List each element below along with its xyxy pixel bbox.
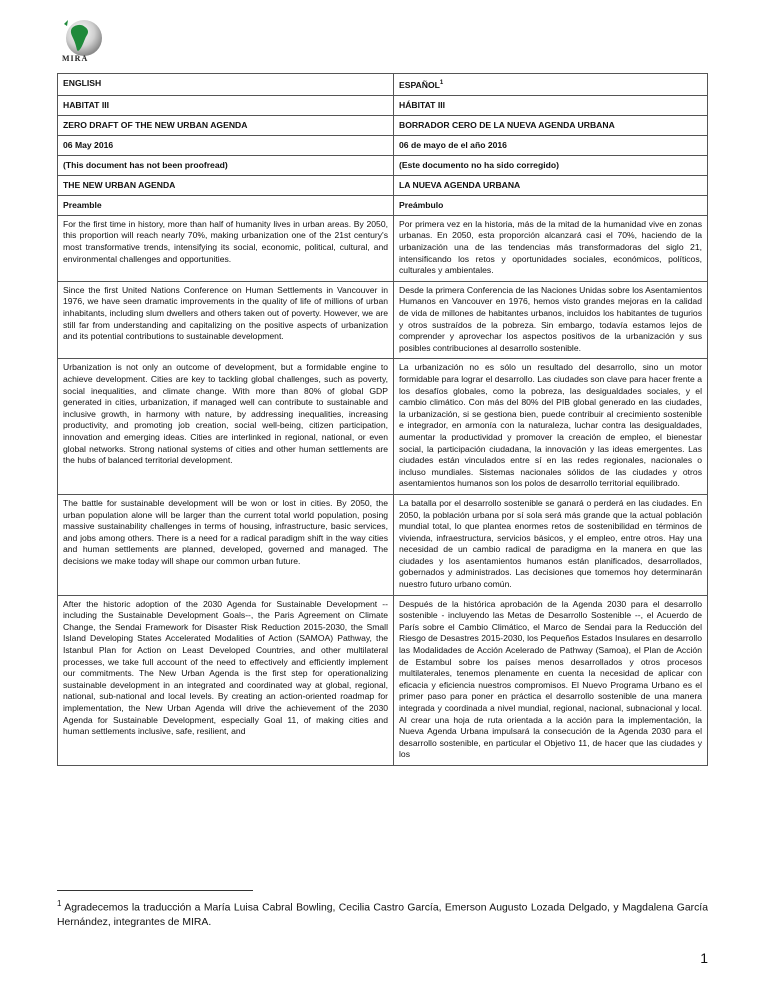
table-row <box>58 195 708 215</box>
cell-es: LA NUEVA AGENDA URBANA <box>394 175 708 195</box>
table-row <box>58 175 708 195</box>
paragraph-row <box>58 494 708 595</box>
paragraph-en: For the first time in history, more than half of humanity lives in urban areas. By 2050, this proportion will reach nearly 70%, making urbanization one of the 21st century's most transformative trends, intensifying its social, economic, political, cultural, and environmental challenges and opportunities. <box>58 215 394 281</box>
bilingual-table <box>57 73 708 766</box>
table-header-row <box>58 74 708 96</box>
table-row <box>58 95 708 115</box>
paragraph-en: Urbanization is not only an outcome of development, but a formidable engine to achieve development. Cities are key to tackling global challenges, such as poverty, social inequalities, and climate change. With more than 80% of global GDP generated in cities, urbanization, if managed well can contribute to sustainable and inclusive growth, in harmony with nature, by addressing inequalities, increasing productivity, and promoting job creation, social well-being, citizen participation, innovation and emerging ideas. Cities are interlinked in regional, national, or even global networks. Strong national systems of cities and other human settlements are the hubs of balanced territorial development. <box>58 359 394 495</box>
header-espanol: ESPAÑOL$^1$ <box>394 74 708 96</box>
paragraph-row <box>58 359 708 495</box>
cell-en: THE NEW URBAN AGENDA <box>58 175 394 195</box>
logo-caption: MIRA <box>62 54 89 63</box>
footnote-reference[interactable]: 1 <box>439 80 444 86</box>
cell-es: (Este documento no ha sido corregido) <box>394 155 708 175</box>
paragraph-es: La batalla por el desarrollo sostenible se ganará o perderá en las ciudades. En 2050, la población urbana por sí sola será más grande que la actual población mundial total, lo que plantea enormes retos de sostenibilidad en términos de vivienda, infraestructura, servicios básicos, y el empleo, entre otros. Hay una necesidad de un cambio radical de paradigma en la manera en que las ciudades y los asentamientos humanos están planificados, desarrollados, gobernados y administrados. Las decisiones que tomemos hoy determinarán nuestro futuro urbano común. <box>394 494 708 595</box>
cell-es: HÁBITAT III <box>394 95 708 115</box>
table-row <box>58 115 708 135</box>
table-row <box>58 155 708 175</box>
footnote-text: Agradecemos la traducción a María Luisa Cabral Bowling, Cecilia Castro García, Emerson Augusto Lozada Delgado, y Magdalena García Hernández, integrantes de MIRA. <box>57 902 708 929</box>
paragraph-es: Después de la histórica aprobación de la Agenda 2030 para el desarrollo sostenible - incluyendo las Metas de Desarrollo Sostenible --, el Acuerdo de París sobre el Cambio Climático, el Marco de Sendai para la Reducción del Riesgo de Desastres 2015-2030, los Pequeños Estados Insulares en desarrollo las Modalidades de Acción Acelerado de Pathway (Samoa), el Plan de Acción de Estambul sobre los países menos desarrollados y otros procesos multilaterales, tenemos plenamente en cuenta la necesidad de aplicar con eficacia y eficiencia nuestros compromisos. El Nuevo Programa Urbano es el primer paso para poner en práctica el desarrollo sostenible de una manera integrada y coordinada a nivel mundial, regional, nacional, subnacional y local. Al crear una hoja de ruta orientada a la acción para la implementación, la Nueva Agenda Urbana impulsará la consecución de la Agenda 2030 para el desarrollo sostenible, en particular el Objetivo 11, de hacer que las ciudades y los <box>394 595 708 765</box>
footnote <box>57 896 708 930</box>
cell-es: BORRADOR CERO DE LA NUEVA AGENDA URBANA <box>394 115 708 135</box>
cell-en: HABITAT III <box>58 95 394 115</box>
footnote-divider <box>57 890 253 891</box>
cell-en: (This document has not been proofread) <box>58 155 394 175</box>
cell-en: Preamble <box>58 195 394 215</box>
paragraph-es: La urbanización no es sólo un resultado del desarrollo, sino un motor formidable para lograr el desarrollo. Las ciudades son clave para hacer frente a los desafíos globales, como la pobreza, las desigualdades sociales, y el cambio climático. Con más del 80% del PIB global generado en las ciudades, la urbanización, si se gestiona bien, puede contribuir al crecimiento sostenible e integrador, en armonía con la naturaleza, luchar contra las desigualdades, aumentar la productividad y promover la creación de empleo, el bienestar social, la participación ciudadana, la innovación y las ideas emergentes. Las ciudades están vinculados entre sí en las redes regionales, nacionales o incluso mundiales. Sistemas nacionales sólidos de las ciudades y otros asentamientos humanos son los polos de desarrollo territorial equilibrado. <box>394 359 708 495</box>
paragraph-row <box>58 281 708 359</box>
paragraph-en: After the historic adoption of the 2030 Agenda for Sustainable Development -- including the Sustainable Development Goals--, the Paris Agreement on Climate Change, the Sendai Framework for Disaster Risk Reduction 2015-2030, the Small Island Developing States Accelerated Modalities of Action (SAMOA) Pathway, the Istanbul Plan for Action on Least Developed Countries, and other multilateral processes, we take full account of the need to effectively and efficiently implement our commitments. The New Urban Agenda is the first step for operationalizing sustainable development in an integrated and coordinated way at global, regional, national, sub-national and local levels. By creating an action-oriented roadmap for implementation, the New Urban Agenda will drive the achievement of the 2030 Agenda for Sustainable Development, especially Goal 11, of making cities and human settlements inclusive, safe, resilient, and <box>58 595 394 765</box>
page-number: 1 <box>700 950 708 966</box>
footnote-mark: 1 <box>57 899 62 908</box>
table-row <box>58 135 708 155</box>
paragraph-en: Since the first United Nations Conference on Human Settlements in Vancouver in 1976, we have seen dramatic improvements in the quality of life of millions of urban inhabitants, including slum dwellers and others taken out of poverty. However, we are still far from understanding and capitalizing on the positive aspects of urbanization and its potential contributions to sustainable development. <box>58 281 394 359</box>
paragraph-es: Desde la primera Conferencia de las Naciones Unidas sobre los Asentamientos Humanos en Vancouver en 1976, hemos visto grandes mejoras en la calidad de vida de millones de habitantes urbanos, incluidos los habitantes de tugurios y otros sustraídos de la pobreza. Sin embargo, todavía estamos lejos de comprender y aprovechar los aspectos positivos de la urbanización y sus posibles contribuciones al desarrollo sostenible. <box>394 281 708 359</box>
paragraph-row <box>58 215 708 281</box>
paragraph-row <box>58 595 708 765</box>
cell-en: ZERO DRAFT OF THE NEW URBAN AGENDA <box>58 115 394 135</box>
cell-es: Preámbulo <box>394 195 708 215</box>
cell-en: 06 May 2016 <box>58 135 394 155</box>
header-english: ENGLISH <box>58 74 394 96</box>
cell-es: 06 de mayo de el año 2016 <box>394 135 708 155</box>
paragraph-en: The battle for sustainable development will be won or lost in cities. By 2050, the urban population alone will be larger than the current total world population, posing massive sustainability challenges in terms of housing, infrastructure, basic services, and jobs among others. There is a need for a radical paradigm shift in the way cities and human settlements are planned, developed, governed and managed. The decisions we make today will shape our common urban future. <box>58 494 394 595</box>
paragraph-es: Por primera vez en la historia, más de la mitad de la humanidad vive en zonas urbanas. En 2050, esta proporción alcanzará casi el 70%, haciendo de la urbanización una de las tendencias más transformadoras del siglo 21, intensificando los retos y oportunidades sociales, económicos, políticos, culturales y ambientales. <box>394 215 708 281</box>
